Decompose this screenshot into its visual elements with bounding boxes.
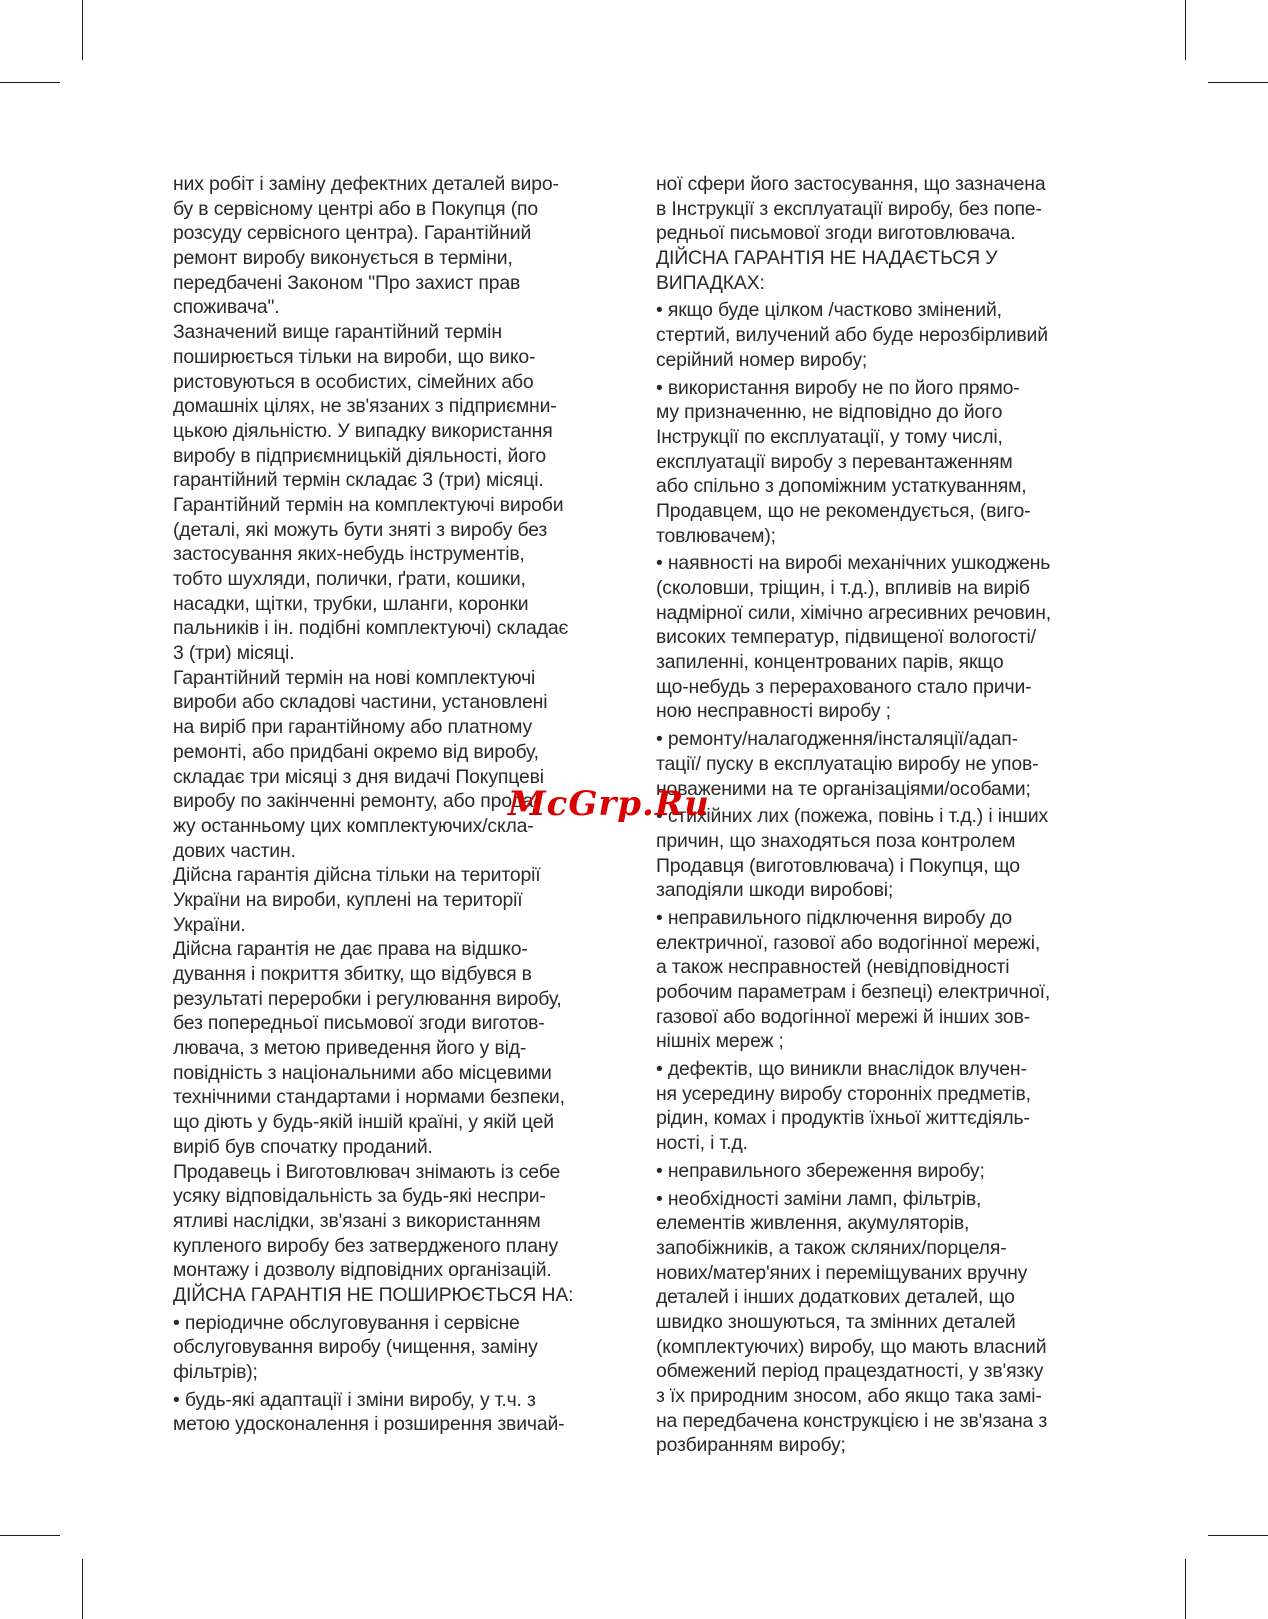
text-line: запиленні, концентрованих парів, якщо [656,651,1004,674]
text-line: електричної, газової або водогінної мережі, [656,931,1041,954]
text-line: надмірної сили, хімічно агресивних речовин, [656,601,1052,624]
text-line: обмежений період працездатності, у зв'язку [656,1360,1044,1383]
text-line: передбачені Законом "Про захист прав [173,271,521,294]
text-line: • стихійних лих (пожежа, повінь і т.д.) і інших [656,805,1049,828]
text-line: складає три місяці з дня видачі Покупцеві [173,765,544,788]
text-line: дування і покриття збитку, що відбувся в [173,963,532,985]
text-line: технічними стандартами і нормами безпеки, [173,1086,565,1109]
text-line: бу в сервісному центрі або в Покупця (по [173,197,538,220]
text-line: Зазначений вище гарантійний термін [173,321,502,344]
text-line: • будь-які адаптації і зміни виробу, у т.ч. з [173,1388,536,1411]
text-line: усяку відповідальність за будь-які неспри- [173,1185,546,1208]
text-line: розсуду сервісного центра). Гарантійний [173,222,532,245]
text-line: нішніх мереж ; [656,1030,784,1053]
text-line: що-небудь з перерахованого стало причи- [656,675,1032,698]
text-line: на виріб при гарантійному або платному [173,716,533,739]
text-line: виробу в підприємницькій діяльності, його [173,444,546,467]
text-line: • дефектів, що виникли внаслідок влучен- [656,1058,1027,1081]
text-line: елементів живлення, акумуляторів, [656,1212,970,1235]
text-line: що діють у будь-якій іншій країні, у якій цей [173,1111,554,1134]
text-line: газової або водогінної мережі й інших зов- [656,1005,1031,1028]
text-line: дових частин. [173,839,296,862]
text-line: ДІЙСНА ГАРАНТІЯ НЕ НАДАЄТЬСЯ У [656,247,998,270]
text-line: • періодичне обслуговування і сервісне [173,1311,520,1334]
text-line: Дійсна гарантія не дає права на відшко- [173,938,528,961]
text-line: Продавцем, що не рекомендується, (виго- [656,499,1031,522]
text-line: розбиранням виробу; [656,1434,846,1457]
text-line: • неправильного збереження виробу; [656,1159,985,1182]
text-line: швидко зношуються, та змінних деталей [656,1310,1016,1333]
text-line: України на вироби, куплені на території [173,888,523,911]
text-line: (деталі, які можуть бути зняті з виробу без [173,518,548,541]
text-line: без попередньої письмової згоди виготов- [173,1012,545,1035]
text-line: Гарантійний термін на нові комплектуючі [173,666,536,689]
text-line: ності, і т.д. [656,1132,748,1155]
text-line: лювача, з метою приведення його у від- [173,1037,527,1060]
text-line: експлуатації виробу з перевантаженням [656,450,1013,473]
text-line: виріб був спочатку проданий. [173,1135,433,1158]
text-line: (комплектуючих) виробу, що мають власний [656,1335,1047,1358]
text-line: на передбачена конструкцією і не зв'язана з [656,1409,1048,1432]
text-line: товлювачем); [656,524,776,547]
text-line: робочим параметрам і безпеці) електричної, [656,981,1051,1003]
text-line: жу останньому цих комплектуючих/скла- [173,814,534,837]
text-line: повідність з національними або місцевими [173,1061,552,1084]
text-line: споживача". [173,296,280,319]
text-line: насадки, щітки, трубки, шланги, коронки [173,592,529,615]
text-line: • ремонту/налагодження/інсталяції/адап- [656,728,1018,751]
text-line: Гарантійний термін на комплектуючі вироби [173,493,564,516]
text-line: • якщо буде цілком /частково змінений, [656,299,1002,322]
text-line: • використання виробу не по його прямо- [656,376,1020,399]
crop-mark-bottom-left [82,1559,83,1619]
text-line: виробу по закінченні ремонту, або прода- [173,790,540,813]
text-line: ремонті, або придбані окремо від виробу, [173,740,539,763]
crop-mark-right-top [1208,82,1268,83]
text-line: метою удосконалення і розширення звичай- [173,1413,565,1436]
text-line: в Інструкції з експлуатації виробу, без попе- [656,197,1042,220]
text-line: високих температур, підвищеної вологості/ [656,626,1036,649]
right-text-column [656,172,1096,1458]
text-line: гарантійний термін складає 3 (три) місяці. [173,469,544,492]
text-line: Продавця (виготовлювача) і Покупця, що [656,854,1020,877]
text-line: цькою діяльністю. У випадку використання [173,419,553,442]
text-line: України. [173,913,246,936]
text-line: ДІЙСНА ГАРАНТІЯ НЕ ПОШИРЮЄТЬСЯ НА: [173,1283,574,1306]
text-line: новаженими на те організаціями/особами; [656,777,1031,800]
text-line: Дійсна гарантія дійсна тільки на території [173,864,541,887]
text-line: а також несправностей (невідповідності [656,956,1010,979]
text-line: пальників і ін. подібні комплектуючі) складає [173,617,569,640]
text-line: Продавець і Виготовлювач знімають із себе [173,1160,561,1183]
text-line: рідин, комах і продуктів їхньої життєдіяль- [656,1107,1030,1130]
text-line: ня усередину виробу сторонніх предметів, [656,1082,1031,1105]
text-line: • неправильного підключення виробу до [656,906,1013,929]
text-line: ною несправності виробу ; [656,700,891,723]
text-line: ятливі наслідки, зв'язані з використанням [173,1209,541,1232]
text-line: • необхідності заміни ламп, фільтрів, [656,1187,982,1210]
text-line: деталей і інших додаткових деталей, що [656,1286,1015,1309]
text-line: заподіяли шкоди виробові; [656,879,894,902]
text-line: ремонт виробу виконується в терміни, [173,247,513,270]
text-line: стертий, вилучений або буде нерозбірливий [656,324,1048,347]
text-line: монтажу і дозволу відповідних організацій. [173,1259,552,1282]
text-line: результаті переробки і регулювання виробу, [173,987,562,1010]
crop-mark-left-top [0,82,60,83]
text-line: ВИПАДКАХ: [656,271,765,294]
text-line: запобіжників, а також скляних/порцеля- [656,1236,1007,1259]
text-line: фільтрів); [173,1361,258,1383]
text-line: серійний номер виробу; [656,348,868,371]
text-line: купленого виробу без затвердженого плану [173,1234,559,1257]
text-line: му призначенню, не відповідно до його [656,401,1003,424]
text-line: або спільно з допоміжним устаткуванням, [656,475,1027,498]
crop-mark-top-left [82,0,83,60]
text-line: обслуговування виробу (чищення, заміну [173,1336,538,1359]
crop-mark-top-right [1185,0,1186,60]
text-line: ристовуються в особистих, сімейних або [173,370,534,393]
text-line: з їх природним зносом, або якщо така замі- [656,1385,1042,1407]
text-line: редньої письмової згоди виготовлювача. [656,222,1016,245]
crop-mark-bottom-right [1185,1559,1186,1619]
text-line: поширюється тільки на вироби, що вико- [173,345,536,368]
text-line: тації/ пуску в експлуатацію виробу не упов- [656,752,1039,775]
text-line: 3 (три) місяці. [173,642,295,665]
text-line: ної сфери його застосування, що зазначена [656,173,1046,195]
text-line: • наявності на виробі механічних ушкоджень [656,552,1051,575]
crop-mark-right-bottom [1208,1535,1268,1536]
text-line: застосування яких-небудь інструментів, [173,543,525,566]
watermark: McGrp.Ru [508,784,710,824]
text-line: них робіт і заміну дефектних деталей виро- [173,173,559,195]
text-line: нових/матер'яних і переміщуваних вручну [656,1261,1028,1284]
text-line: домашніх цілях, не зв'язаних з підприємни- [173,395,557,418]
text-line: тобто шухляди, полички, ґрати, кошики, [173,568,526,590]
text-line: (сколовши, тріщин, і т.д.), впливів на виріб [656,577,1030,599]
text-line: Інструкції по експлуатації, у тому числі, [656,425,1003,448]
crop-mark-left-bottom [0,1535,60,1536]
text-line: причин, що знаходяться поза контролем [656,829,1016,852]
text-line: вироби або складові частини, установлені [173,691,548,714]
